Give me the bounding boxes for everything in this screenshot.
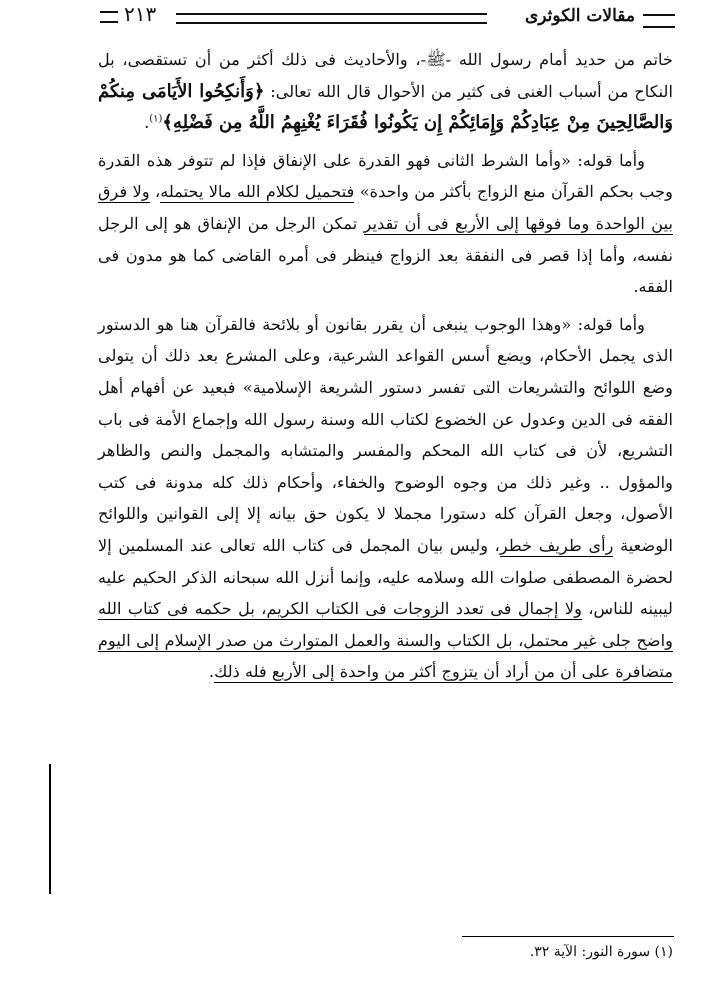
running-title: مقالات الكوثرى [525,6,675,26]
underlined-text: فتحميل لكلام الله مالا يحتمله [160,182,355,202]
header-rule [176,13,487,24]
underlined-text: ولا فرق بين الواحدة وما فوقها إلى الأربع فى أن تقدير [98,182,673,233]
paragraph-2 [98,145,673,303]
footnote-ref: (١) [149,113,163,125]
paragraph-1 [98,44,673,139]
paragraph-3 [98,309,673,688]
underlined-text: رأى طريف خطر [499,535,614,555]
paragraph-text: . [144,113,150,133]
underlined-text: ولا إجمال فى تعدد الزوجات فى الكتاب الكريم، بل حكمه فى كتاب الله واضح جلى غير محتمل، بل الكتاب والسنة والعمل المتوارث من صدر الإسلام إلى اليوم متضافرة على أن من أراد أن يتزوج أكثر من واحدة إلى الأربع فله ذلك [98,599,673,682]
paragraph-text: ، [149,182,161,202]
paragraph-text: تمكن الرجل من الإنفاق هو إلى الرجل نفسه، وأما إذا قصر فى النفقة بعد الزواج فينظر فى أمره القاضى كما هو مدون فى الفقه. [98,213,673,297]
footnote-rule [462,936,674,937]
paragraph-text: وأما قوله: «وأما الشرط الثانى فهو القدرة على الإنفاق فإذا لم تتوفر هذه القدرة وجب بحكم القرآن منع الزواج بأكثر من واحدة» [98,150,673,202]
page-body [98,44,673,688]
paragraph-text: ، وليس بيان المجمل فى كتاب الله تعالى عند المسلمين إلا لحضرة المصطفى صلوات الله وسلامه عليه، وإنما أنزل الله سبحانه الذكر الحكيم عليه ليبينه للناس، [98,535,673,619]
paragraph-text: وأما قوله: «وهذا الوجوب ينبغى أن يقرر بقانون أو بلائحة فالقرآن هنا هو الدستور الذى يجمل الأحكام، ويضع أسس القواعد الشرعية، وعلى المشرع بعد ذلك أن يتولى وضع اللوائح والتشريعات التى تفسر دستور الشريعة الإسلامية» فبعيد عن أفهام أهل الفقه فى الدين وعدول عن الخضوع لكتاب الله وسنة رسول الله وإجماع الأمة فى باب التشريع، لأن فى كتاب الله المحكم والمفسر والمتشابه والمجمل والنص والظاهر والمؤول .. وغير ذلك من وجوه الوضوح والخفاء، وأحكام ذلك كله مدونة فى كتب الأصول، وجعل القرآن كله دستورا مجملا لا يكون حق بيانه إلا إلى القوانين واللوائح الوضعية [98,314,673,555]
paragraph-text: خاتم من حديد أمام رسول الله -ﷺ-، والأحاديث فى ذلك أكثر من أن تستقصى، بل النكاح من أسباب الغنى فى كثير من الأحوال قال الله تعالى: [98,50,673,101]
page-header [100,4,675,34]
paragraph-text: . [208,662,215,682]
page-number: ٢١٣ [100,2,156,26]
margin-mark [49,764,51,894]
footnote: (١) سورة النور: الآية ٣٢. [529,944,673,960]
quran-verse: ﴿وَأَنكِحُوا الأَيَامَى مِنكُمْ وَالصَّالِحِينَ مِنْ عِبَادِكُمْ وَإِمَائِكُمْ إِن يَكُونُوا فُقَرَاءَ يُغْنِهِمُ اللَّهُ مِن فَضْلِهِ﴾ [98,80,673,134]
